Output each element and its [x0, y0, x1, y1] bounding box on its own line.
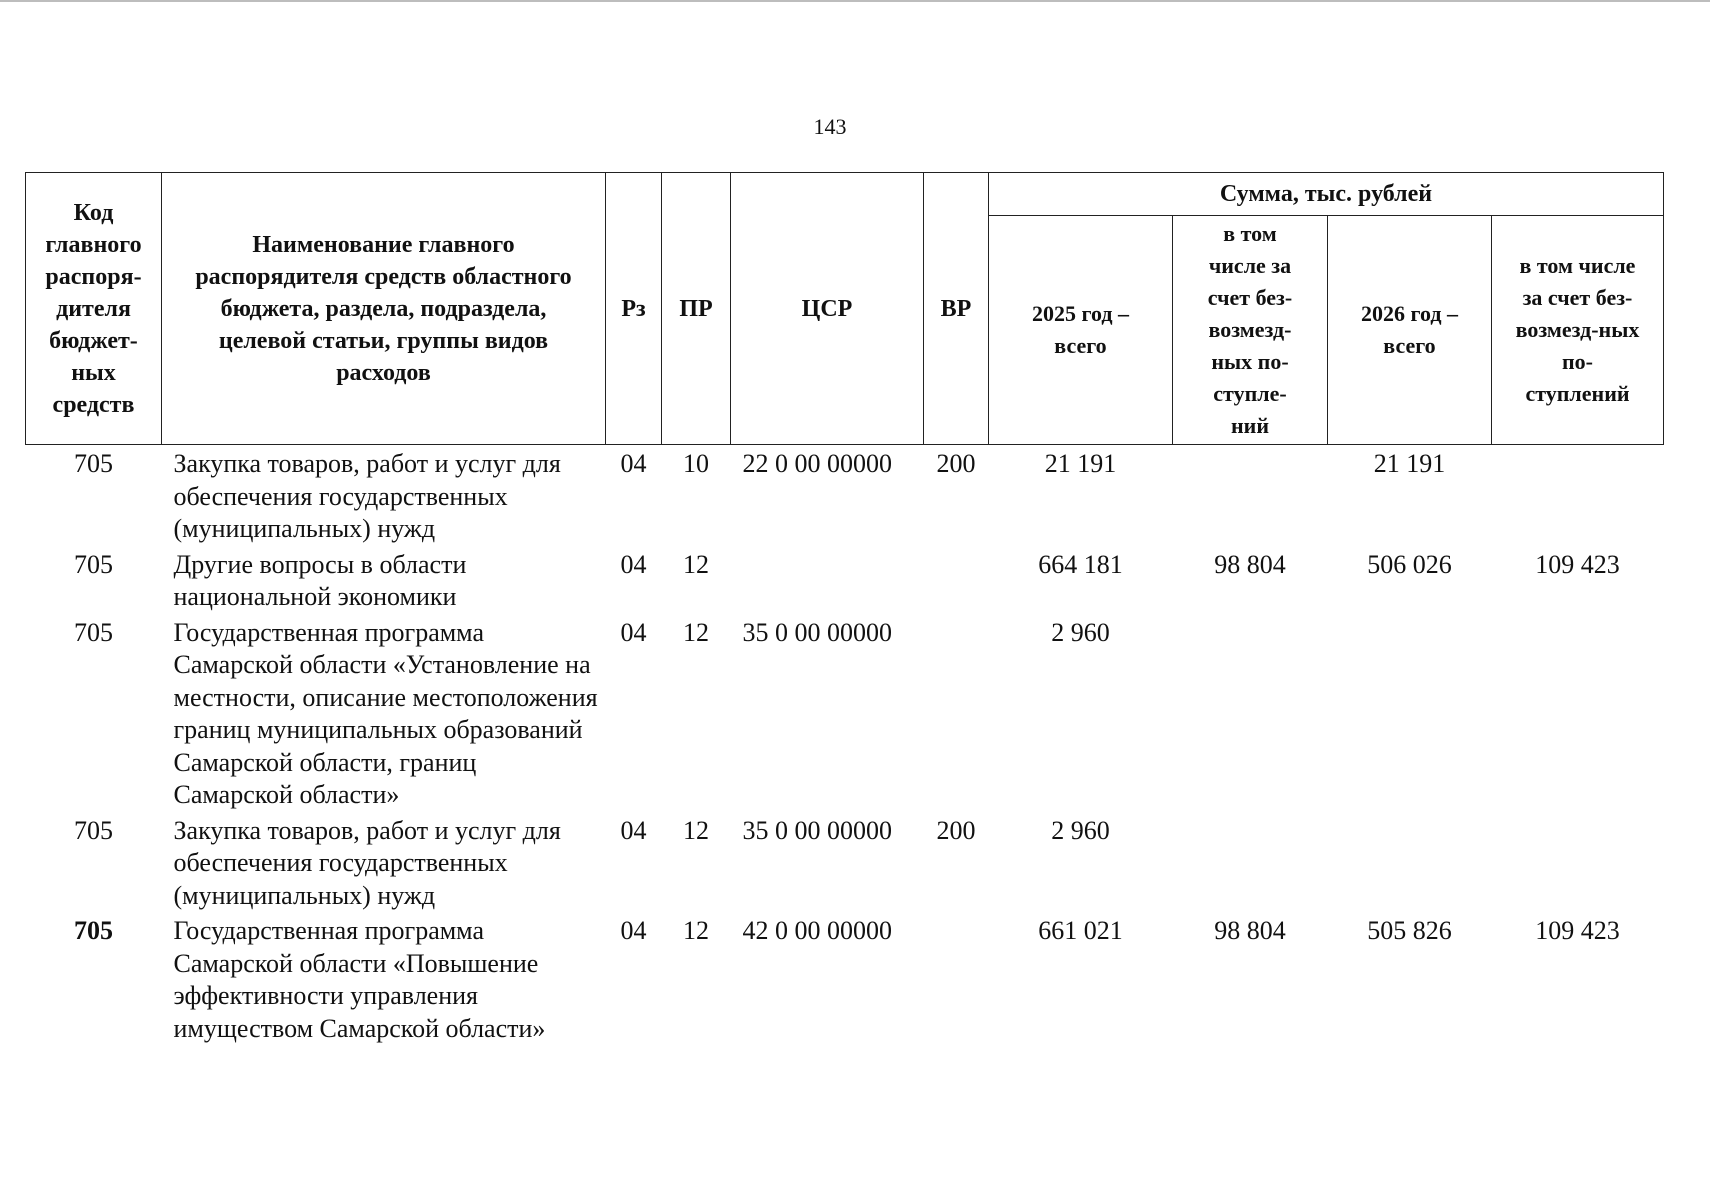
- table-row: [26, 614, 1664, 812]
- cell-2026-total: 506 026: [1367, 549, 1452, 579]
- header-2025-total: [989, 216, 1173, 445]
- cell-code: 705: [74, 449, 113, 478]
- cell-pr: 12: [683, 916, 709, 945]
- cell-csr: 35 0 00 00000: [742, 815, 892, 845]
- cell-rz: 04: [620, 449, 647, 478]
- cell-2025-total: 2 960: [1051, 815, 1110, 845]
- header-2026-total: [1328, 216, 1492, 445]
- header-name: [162, 173, 606, 445]
- page-number: 143: [813, 114, 847, 139]
- cell-csr: [731, 546, 924, 614]
- cell-vr: 200: [936, 815, 976, 845]
- cell-2025-total: 21 191: [1044, 449, 1117, 478]
- cell-code: 705: [74, 617, 113, 647]
- header-2026-grants-text: в том числе за счет без-возмезд-ных по-ступлений: [1515, 253, 1640, 406]
- cell-2025-total: 664 181: [1038, 549, 1123, 579]
- header-amount: Сумма, тыс. рублей: [989, 173, 1664, 216]
- header-name-text: Наименование главного распорядителя средств областного бюджета, раздела, подраздела, целевой статьи, группы видов расходов: [195, 231, 572, 386]
- cell-2025-grants: [1173, 614, 1328, 812]
- header-2026-total-text: 2026 год – всего: [1361, 301, 1458, 358]
- cell-rz: 04: [620, 617, 647, 647]
- cell-csr: 35 0 00 00000: [742, 617, 892, 647]
- cell-name: Закупка товаров, работ и услуг для обеспечения государственных (муниципальных) нужд: [173, 449, 561, 543]
- cell-2026-grants: [1492, 445, 1664, 546]
- cell-vr: [924, 614, 989, 812]
- table-row: [26, 812, 1664, 913]
- cell-2025-grants: 98 804: [1214, 549, 1286, 579]
- cell-name: Закупка товаров, работ и услуг для обеспечения государственных (муниципальных) нужд: [173, 815, 561, 910]
- header-code: Код главного распоря- дителя бюджет- ных средств: [26, 173, 162, 445]
- header-2025-total-text: 2025 год – всего: [1032, 301, 1129, 358]
- header-2025-grants: [1173, 216, 1328, 445]
- cell-2026-total: 505 826: [1367, 916, 1452, 945]
- header-row-top: [26, 173, 1664, 216]
- header-2025-grants-text: в том числе за счет без-возмезд-ных по-ступле-ний: [1207, 221, 1293, 438]
- header-vr: ВР: [924, 173, 989, 445]
- table-body: [26, 445, 1664, 1046]
- top-rule: [0, 0, 1710, 2]
- cell-name: Государственная программа Самарской области «Повышение эффективности управления имуществом Самарской области»: [173, 916, 546, 1043]
- cell-2025-grants: [1173, 812, 1328, 913]
- table-header: [26, 173, 1664, 445]
- cell-csr: 42 0 00 00000: [742, 916, 892, 945]
- header-csr: ЦСР: [731, 173, 924, 445]
- cell-2025-total: 2 960: [1051, 617, 1110, 647]
- budget-table: [25, 172, 1664, 1045]
- cell-2026-grants: 109 423: [1535, 549, 1620, 579]
- header-rz: Рз: [606, 173, 662, 445]
- cell-rz: 04: [620, 549, 647, 579]
- cell-pr: 12: [683, 617, 709, 647]
- cell-2026-grants: [1492, 614, 1664, 812]
- cell-2026-grants: [1492, 812, 1664, 913]
- cell-name: Другие вопросы в области национальной экономики: [173, 549, 467, 611]
- cell-pr: 12: [683, 549, 709, 579]
- cell-vr: [924, 546, 989, 614]
- cell-2026-total: [1328, 614, 1492, 812]
- header-2026-grants: [1492, 216, 1664, 445]
- table-row: [26, 546, 1664, 614]
- table-row: [26, 912, 1664, 1045]
- cell-code: 705: [74, 815, 113, 845]
- cell-rz: 04: [620, 815, 647, 845]
- cell-2026-grants: 109 423: [1535, 916, 1620, 945]
- cell-vr: [924, 912, 989, 1045]
- cell-rz: 04: [620, 916, 647, 945]
- cell-code: 705: [74, 916, 113, 945]
- cell-code: 705: [74, 549, 113, 579]
- header-pr: ПР: [662, 173, 731, 445]
- cell-name: Государственная программа Самарской области «Установление на местности, описание местоположения границ муниципальных образований Самарской области, границ Самарской области»: [173, 617, 598, 809]
- cell-2026-total: [1328, 812, 1492, 913]
- cell-pr: 10: [683, 449, 709, 478]
- cell-2026-total: 21 191: [1373, 449, 1446, 478]
- cell-vr: 200: [936, 449, 976, 478]
- cell-2025-total: 661 021: [1038, 916, 1123, 945]
- cell-csr: 22 0 00 00000: [742, 449, 892, 478]
- table-row: [26, 445, 1664, 546]
- cell-2025-grants: 98 804: [1214, 916, 1286, 945]
- cell-2025-grants: [1173, 445, 1328, 546]
- cell-pr: 12: [683, 815, 709, 845]
